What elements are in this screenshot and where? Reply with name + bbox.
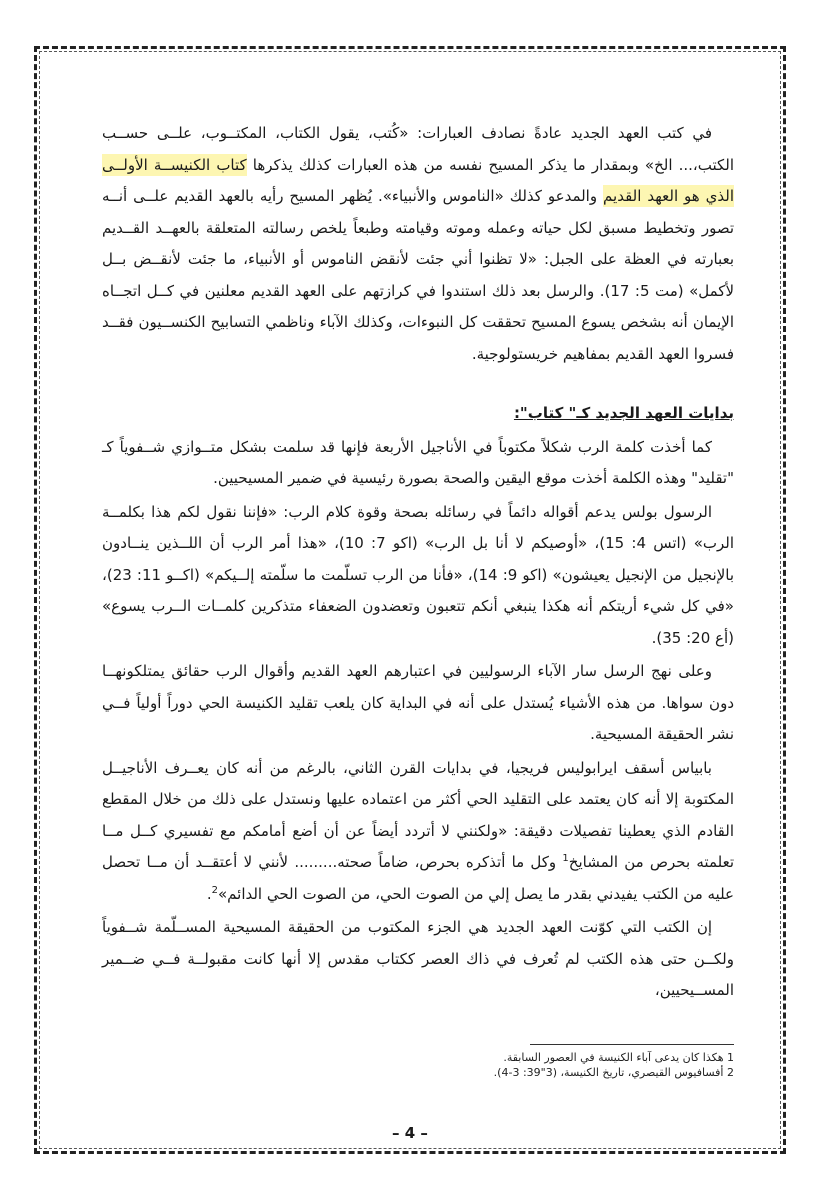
papias-text-end: . bbox=[206, 884, 212, 903]
section-heading: بدايات العهد الجديد كـ" كتاب": bbox=[513, 404, 734, 422]
footnote-2: 2 أفسافيوس القيصري، تاريخ الكنيسة، (3"39: 3-4). bbox=[493, 1066, 734, 1079]
footnote-1: 1 هكذا كان يدعى آباء الكنيسة في العصور السابقة. bbox=[503, 1051, 734, 1064]
paragraph-intro bbox=[102, 118, 734, 370]
papias-text-middle: وكل ما أتذكره بحرص، ضاماً صحته......... لأنني لا أعتقــد أن مــا تحصل عليه من الكتب يفيدني بقدر ما يصل إلي من الصوت الحي، من الصوت الحي الدائم» bbox=[102, 853, 734, 903]
page-body bbox=[102, 118, 734, 1007]
paragraph-new-testament-books: إن الكتب التي كوّنت العهد الجديد هي الجزء المكتوب من الحقيقة المسيحية المســلّمة شــفوياً ولكــن حتى هذه الكتب لم تُعرف في ذاك العصر ككتاب مقدس إلا أنها كانت مقبولــة فــي ضــمير المســيحيين، bbox=[102, 918, 734, 999]
highlighted-phrase: كتاب الكنيســة الأولــى الذي هو العهد القديم bbox=[102, 155, 734, 205]
footnote-ref-2: 2 bbox=[211, 884, 218, 896]
page-number: – 4 – bbox=[392, 1124, 428, 1142]
footnote-divider bbox=[530, 1044, 734, 1045]
paragraph-papias bbox=[102, 753, 734, 911]
paragraph-apostolic-fathers: وعلى نهج الرسل سار الآباء الرسوليين في اعتبارهم العهد القديم وأقوال الرب حقائق يمتلكونهــا دون سواها. من هذه الأشياء يُستدل على أنه في البداية كان يلعب تقليد الكنيسة الحي دوراً أولياً فــي نشر الحقيقة المسيحية. bbox=[102, 662, 734, 743]
papias-text-start: بابياس أسقف ايرابوليس فريجيا، في بدايات القرن الثاني، بالرغم من أنه كان يعــرف الأناجيــل المكتوبة إلا أنه كان يعتمد على التقليد الحي أكثر من اعتماده عليها ونستدل على ذلك من خلال المقطع القادم الذي يعطينا تفصيلات دقيقة: «ولكنني لا أتردد أيضاً عن أن أضع أمامكم مع تفسيري كــل مــا تعلمته بحرص من المشايخ bbox=[102, 758, 734, 871]
footnote-ref-1: 1 bbox=[562, 853, 569, 864]
paragraph-paul: الرسول بولس يدعم أقواله دائماً في رسائله بصحة وقوة كلام الرب: «فإننا نقول لكم هذا بكلمــة الرب» (اتس 4: 15)، «أوصيكم لا أنا بل الرب» (اكو 7: 10)، «هذا أمر الرب أن اللــذين ينــادون بالإنجيل من الإنجيل يعيشون» (اكو 9: 14)، «فأنا من الرب تسلّمت ما سلّمته إلــيكم» (اكــو 11: 23)، «في كل شيء أريتكم أنه هكذا ينبغي أنكم تتعبون وتعضدون الضعفاء متذكرين كلمــات الــرب يسوع» (أع 20: 35). bbox=[102, 502, 735, 647]
paragraph-intro-start: في كتب العهد الجديد عادةً نصادف العبارات: «كُتب، يقول الكتاب، المكتــوب، علــى حســب الكتب،... الخ» وبمقدار ما يذكر المسيح نفسه من هذه العبارات كذلك يذكرها bbox=[102, 124, 735, 174]
footnotes bbox=[390, 1050, 734, 1080]
paragraph-oral-tradition: كما أخذت كلمة الرب شكلاً مكتوباً في الأناجيل الأربعة فإنها قد سلمت بشكل متــوازي شــفوياً كـ "تقليد" وهذه الكلمة أخذت موقع اليقين والصحة بصورة رئيسية في ضمير المسيحيين. bbox=[102, 437, 734, 487]
paragraph-intro-end: والمدعو كذلك «الناموس والأنبياء». يُظهر المسيح رأيه بالعهد القديم علــى أنــه تصور وتخطيط مسبق لكل حياته وعمله وموته وقيامته وطبعاً يلخص رسالته المتعلقة بالعهــد القــديم بعبارته في العظة على الجبل: «لا تظنوا أني جئت لأنقض الناموس أو الأنبياء، ما جئت لأنقــض بــل لأكمل» (مت 5: 17). والرسل بعد ذلك استندوا في كرازتهم على العهد القديم معلنين في كــل اتجــاه الإيمان أنه بشخص يسوع المسيح تحققت كل النبوءات، وكذلك الآباء وناظمي التسابيح الكنســيون فقــد فسروا العهد القديم بمفاهيم خريستولوجية. bbox=[102, 187, 734, 363]
